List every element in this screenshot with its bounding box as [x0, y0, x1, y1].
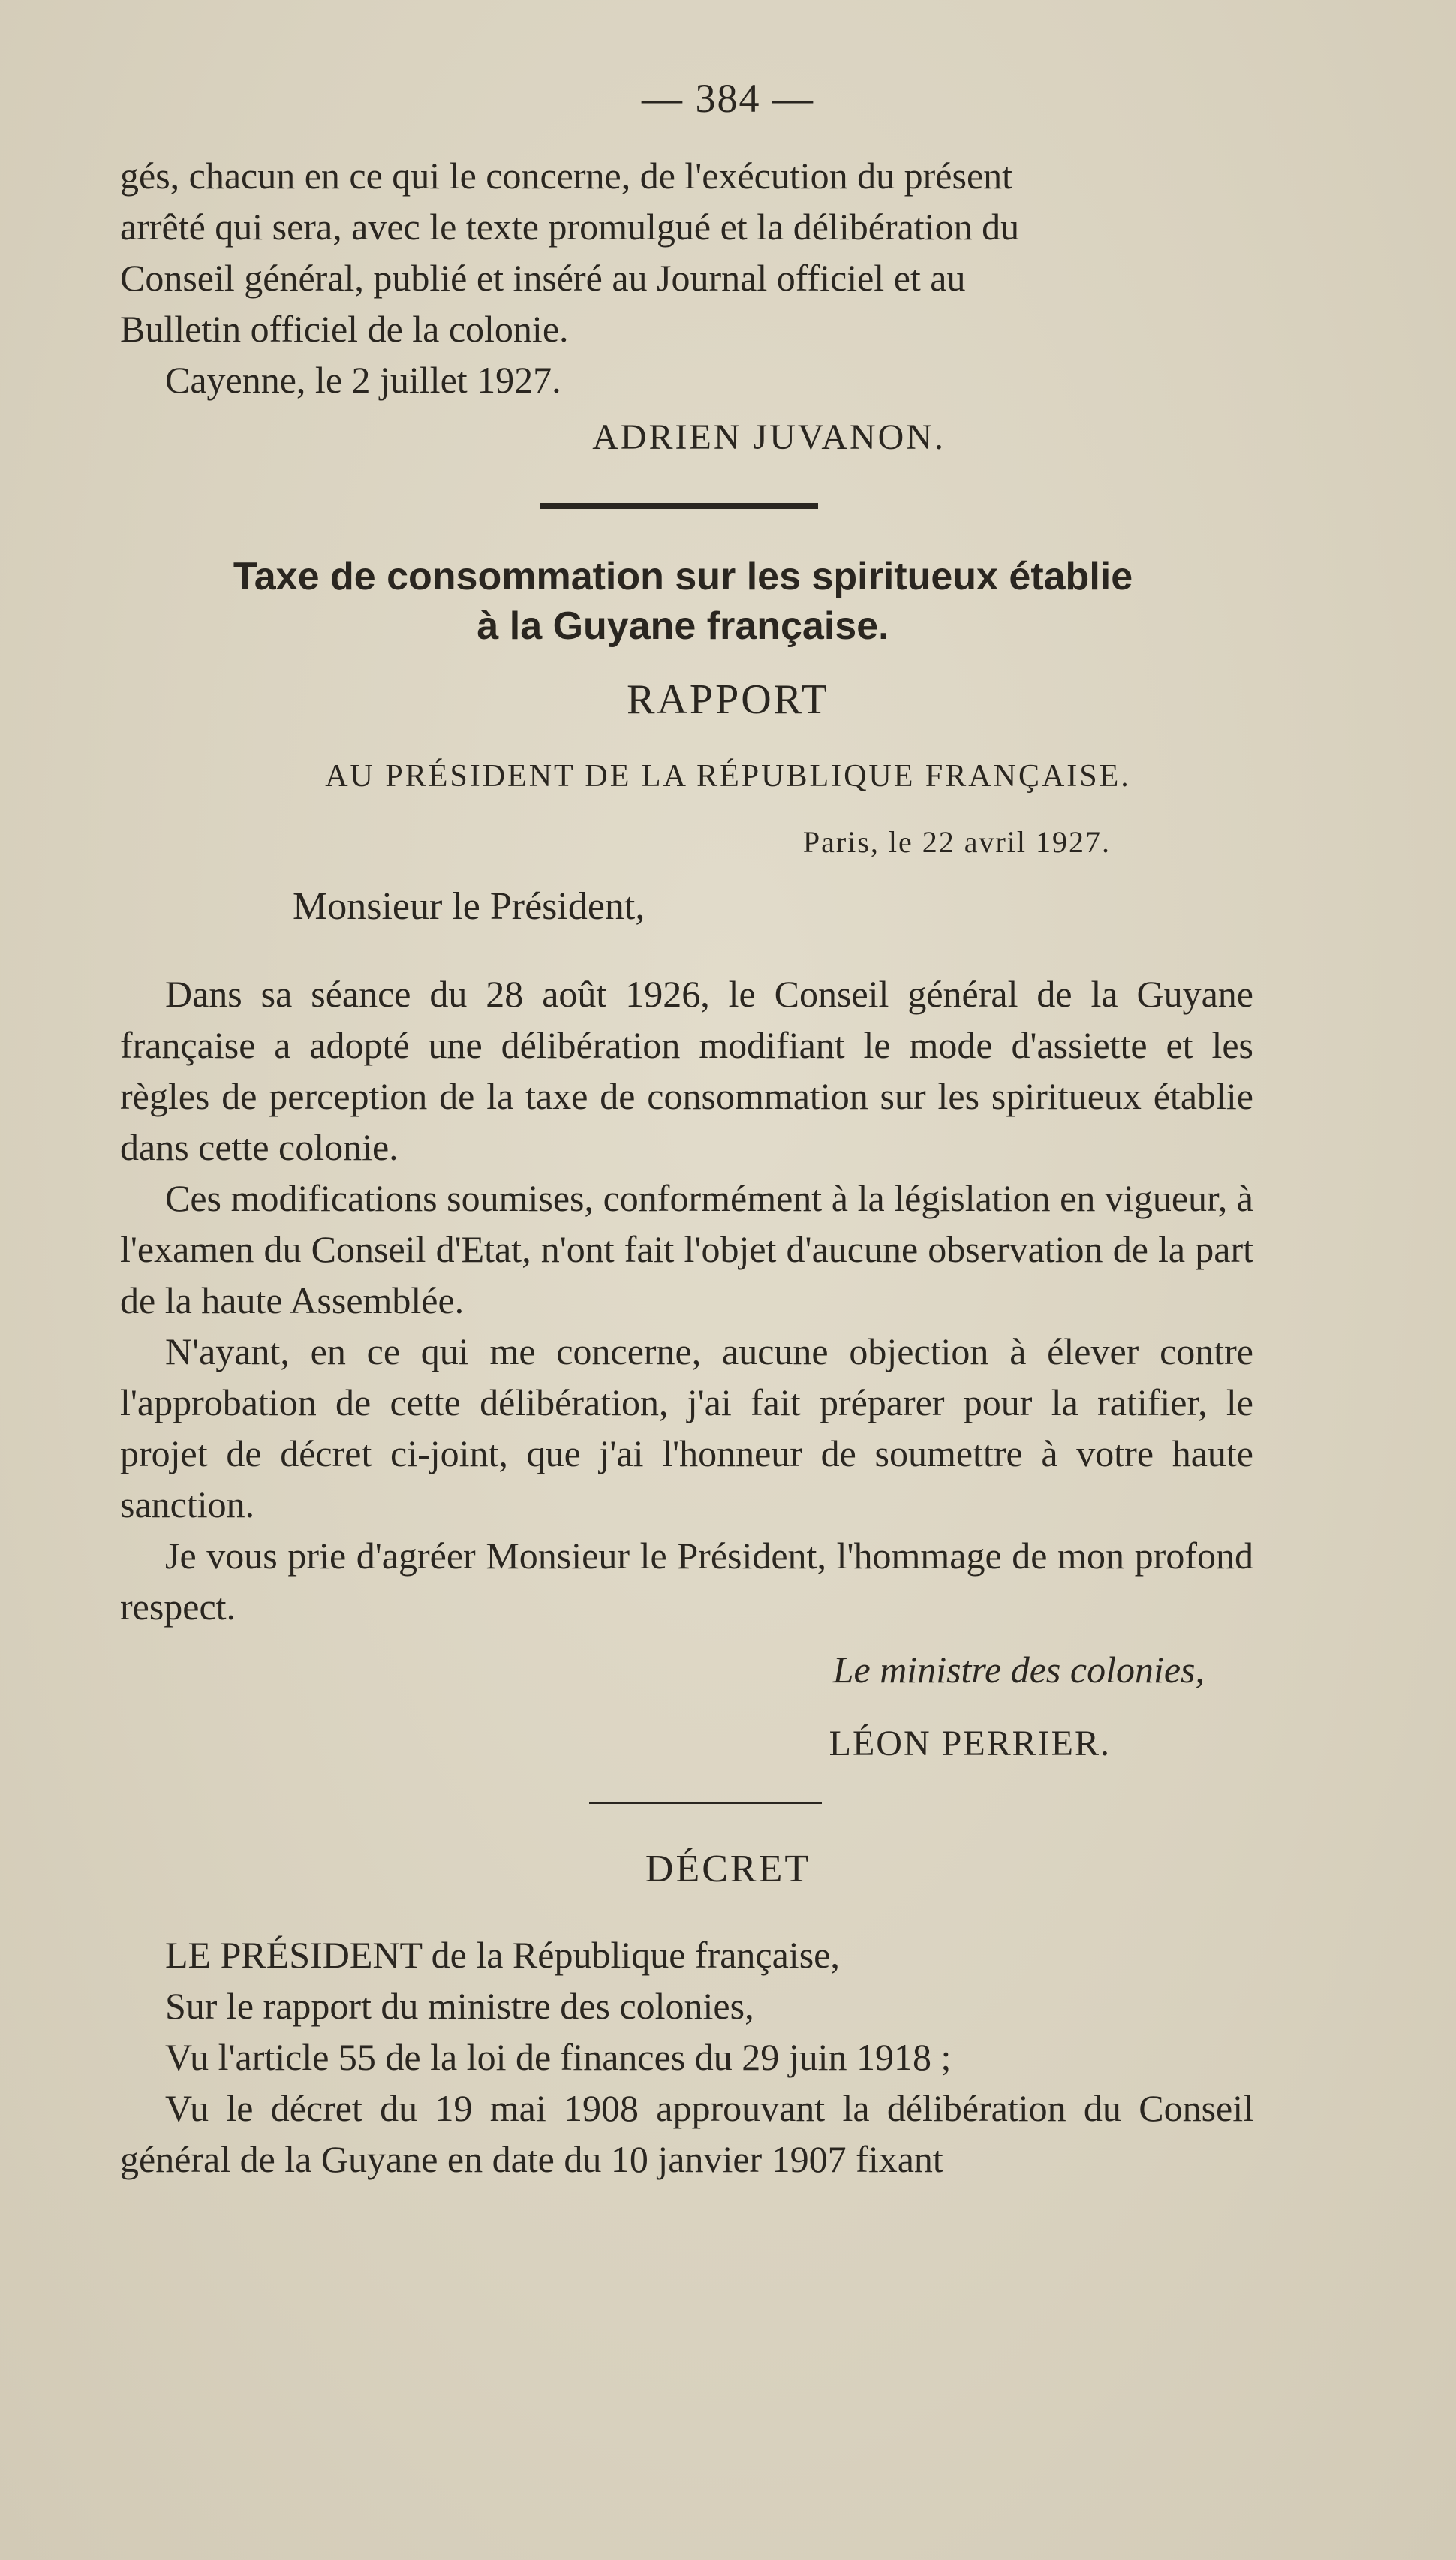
signature-name: LÉON PERRIER. — [829, 1724, 1111, 1763]
decret-title: DÉCRET — [645, 1848, 811, 1890]
signature-juvanon: ADRIEN JUVANON. — [592, 417, 946, 457]
place-date: Cayenne, le 2 juillet 1927. — [165, 359, 561, 401]
salutation: Monsieur le Président, — [293, 885, 645, 928]
rapport-addressee: AU PRÉSIDENT DE LA RÉPUBLIQUE FRANÇAISE. — [325, 759, 1131, 794]
rapport-body — [120, 968, 1253, 1632]
paragraph: N'ayant, en ce qui me concerne, aucune objection à élever contre l'approbation de cette délibération, j'ai fait préparer pour la ratifier, le projet de décret ci-joint, que j'ai l'honneur de soumettre à votre haute sanction. — [120, 1330, 1253, 1525]
paragraph: Je vous prie d'agréer Monsieur le Président, l'hommage de mon profond respect. — [120, 1534, 1253, 1628]
section-divider — [589, 1802, 822, 1804]
page-number: — 384 — — [642, 76, 814, 121]
paragraph: gés, chacun en ce qui le concerne, de l'exécution du présent arrêté qui sera, avec le texte promulgué et la délibération du Conseil général, publié et inséré au Journal officiel et au Bulletin officiel de la colonie. — [120, 155, 1020, 350]
section-heading: Taxe de consommation sur les spiritueux établie à la Guyane française. — [233, 555, 1133, 648]
signature-title: Le ministre des colonies, — [832, 1649, 1205, 1691]
rapport-date: Paris, le 22 avril 1927. — [802, 825, 1111, 859]
paragraph: Sur le rapport du ministre des colonies, — [165, 1985, 754, 2027]
rapport-title: RAPPORT — [627, 676, 829, 723]
paragraph: Vu le décret du 19 mai 1908 approuvant la délibération du Conseil général de la Guyane en date du 10 janvier 1907 fixant — [120, 2087, 1253, 2180]
paragraph: LE PRÉSIDENT de la République française, — [165, 1934, 840, 1976]
section-divider — [540, 503, 818, 509]
paragraph: Dans sa séance du 28 août 1926, le Conseil général de la Guyane française a adopté une délibération modifiant le mode d'assiette et les règles de perception de la taxe de consommation sur les spiritueux établie dans cette colonie. — [120, 973, 1253, 1168]
preceding-arrete-text — [120, 150, 1253, 405]
paragraph: Vu l'article 55 de la loi de finances du 29 juin 1918 ; — [165, 2036, 952, 2078]
decret-body — [120, 1929, 1253, 2185]
paragraph: Ces modifications soumises, conformément à la législation en vigueur, à l'examen du Conseil d'Etat, n'ont fait l'objet d'aucune observation de la part de la haute Assemblée. — [120, 1177, 1253, 1321]
